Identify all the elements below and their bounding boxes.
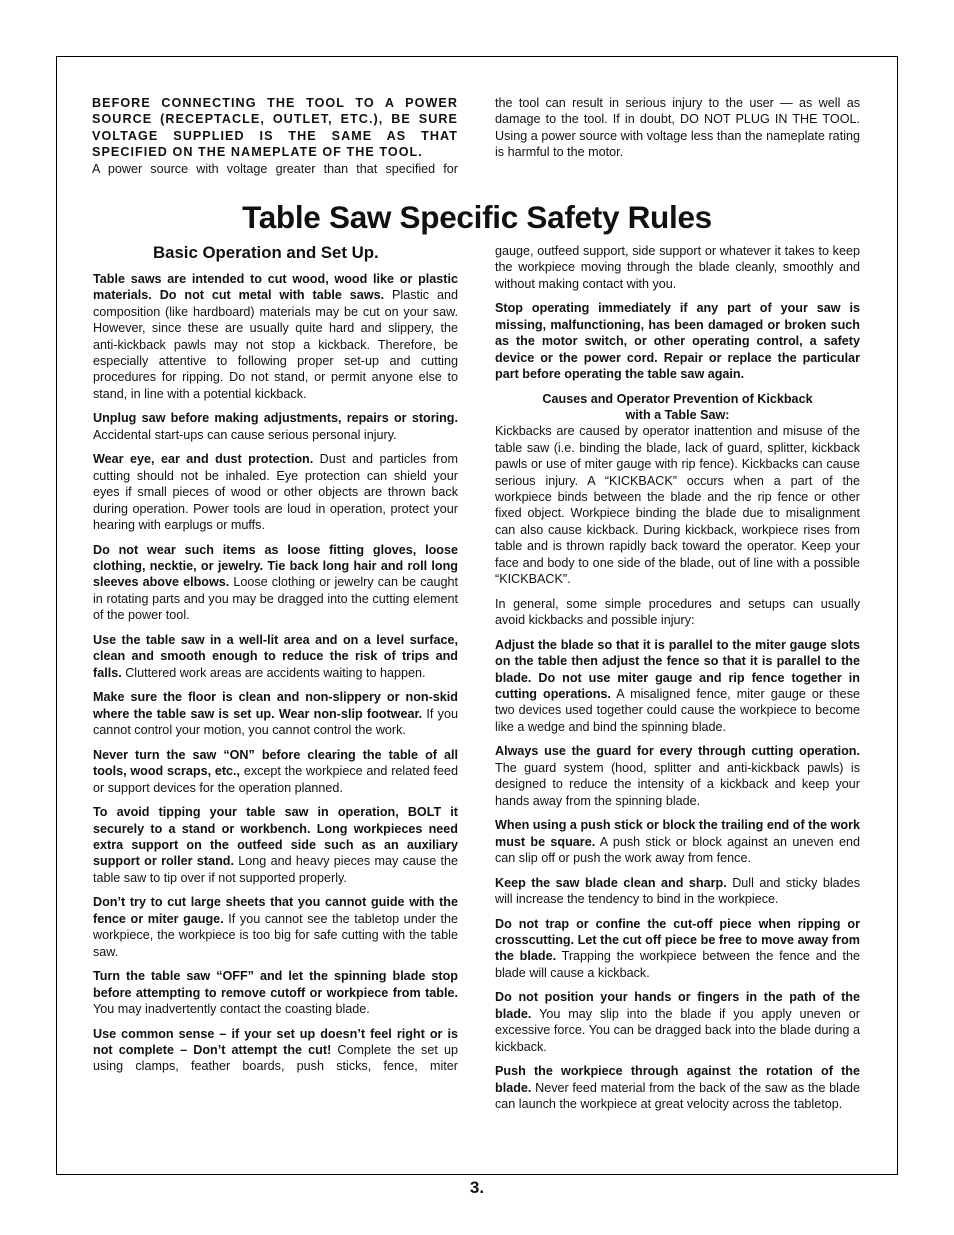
- rule-item: Adjust the blade so that it is parallel to the miter gauge slots on the table then adjust the fence so that it is parallel to the blade. Do not use miter gauge and rip fence together in cutting operations. A misaligned fence, miter gauge or these two devices used together could cause the workpiece to become like a wedge and bind the spinning blade.: [495, 637, 860, 734]
- page-title: Table Saw Specific Safety Rules: [242, 199, 712, 235]
- kickback-paragraph: Kickbacks are caused by operator inattention and misuse of the table saw (i.e. binding the blade, lack of guard, splitter, kickback pawls or use of miter gauge with rip fence). Kickbacks can cause serious injury. A “KICKBACK” occurs when a part of the workpiece binds between the blade and the rip fence or other fixed object. Workpiece binding the blade due to misalignment can also cause kickback. During kickback, workpiece rises from table and is thrown rapidly back toward the operator. Keep your face and body to one side of the blade, out of line with a possible “KICKBACK”.: [495, 424, 860, 587]
- general-paragraph: In general, some simple procedures and setups can usually avoid kickbacks and possible injury:: [495, 596, 860, 628]
- rule-item: Use common sense – if your set up doesn’t feel right or is not complete – Don’t attempt the cut! Complete the set up using clamps, feather boards, push sticks, fence, miter: [93, 1026, 458, 1074]
- rule-item: Turn the table saw “OFF” and let the spinning blade stop before attempting to remove cutoff or workpiece from table. You may inadvertently contact the coasting blade.: [93, 969, 458, 1016]
- rule-continuation: gauge, outfeed support, side support or whatever it takes to keep the workpiece moving through the blade cleanly, smoothly and without making contact with you.: [495, 244, 860, 291]
- kickback-heading: Causes and Operator Prevention of Kickback with a Table Saw:: [542, 391, 813, 423]
- rule-item: Do not trap or confine the cut-off piece when ripping or crosscutting. Let the cut off piece be free to move away from the blade. Trapping the workpiece between the fence and the blade will cause a kickback.: [495, 916, 861, 980]
- rule-item: Always use the guard for every through cutting operation. The guard system (hood, splitter and anti-kickback pawls) is designed to reduce the intensity of a kickback and keep your hands away from the spinning blade.: [495, 744, 860, 808]
- page-number: 3.: [469, 1178, 485, 1197]
- voltage-warning-text-continued: the tool can result in serious injury to the user — as well as damage to the tool. If in doubt, DO NOT PLUG IN THE TOOL. Using a power source with voltage less than the nameplate rating is harmful to the motor.: [495, 96, 860, 160]
- rule-item: Don’t try to cut large sheets that you cannot guide with the fence or miter gauge. If you cannot see the tabletop under the workpiece, the workpiece is too big for safe cutting with the table saw.: [93, 895, 459, 959]
- right-column-rules: [495, 243, 860, 1121]
- rule-item: Keep the saw blade clean and sharp. Dull and sticky blades will increase the tendency to bind in the workpiece.: [495, 875, 860, 906]
- rule-item: Do not wear such items as loose fitting gloves, loose clothing, necktie, or jewelry. Tie back long hair and roll long sleeves above elbows. Loose clothing or jewelry can be caught in rotating parts and you may be dragged into the cutting element of the power tool.: [93, 542, 459, 623]
- rule-item: Do not position your hands or fingers in the path of the blade. You may slip into the blade if you apply uneven or excessive force. You can be dragged back into the blade during a kickback.: [495, 990, 860, 1054]
- rule-item: Make sure the floor is clean and non-slippery or non-skid where the table saw is set up. Wear non-slip footwear. If you cannot control your motion, you cannot control the work.: [93, 690, 458, 738]
- rule-item: Unplug saw before making adjustments, repairs or storing. Accidental start-ups can cause serious personal injury.: [93, 411, 458, 442]
- section-heading: Basic Operation and Set Up.: [153, 243, 379, 262]
- rule-item: When using a push stick or block the trailing end of the work must be square. A push stick or block against an uneven end can slip off or push the work away from fence.: [495, 818, 860, 865]
- power-warning-right: [495, 95, 860, 161]
- voltage-warning-heading: BEFORE CONNECTING THE TOOL TO A POWER SOURCE (RECEPTACLE, OUTLET, ETC.), BE SURE VOLTAGE SUPPLIED IS THE SAME AS THAT SPECIFIED ON THE NAMEPLATE OF THE TOOL.: [92, 96, 458, 160]
- rule-item: Push the workpiece through against the rotation of the blade. Never feed material from the back of the saw as the blade can launch the workpiece at great velocity across the tabletop.: [495, 1064, 860, 1111]
- rule-item: Never turn the saw “ON” before clearing the table of all tools, wood scraps, etc., except the workpiece and related feed or support devices for the operation planned.: [93, 747, 458, 795]
- rule-item: Stop operating immediately if any part of your saw is missing, malfunctioning, has been damaged or broken such as the motor switch, or other operating control, a safety device or the power cord. Repair or replace the particular part before operating the table saw again.: [495, 301, 860, 382]
- rule-item: Use the table saw in a well-lit area and on a level surface, clean and smooth enough to reduce the risk of trips and falls. Cluttered work areas are accidents waiting to happen.: [93, 632, 458, 680]
- voltage-warning-text-start: A power source with voltage greater than that specified for: [92, 161, 458, 176]
- rule-item: To avoid tipping your table saw in operation, BOLT it securely to a stand or workbench. Long workpieces need extra support on the outfeed side such as an auxiliary support or roller stand. Long and heavy pieces may cause the table saw to tip over if not supported properly.: [93, 805, 458, 885]
- rule-item: Wear eye, ear and dust protection. Dust and particles from cutting should not be inhaled. Eye protection can shield your eyes if small pieces of wood or other objects are thrown back during operation. Power tools are loud in operation, protect your hearing with earplugs or muffs.: [93, 452, 458, 533]
- left-column-rules: [93, 271, 458, 1083]
- power-warning-left: [92, 95, 458, 177]
- rule-item: Table saws are intended to cut wood, wood like or plastic materials. Do not cut metal with table saws. Plastic and composition (like hardboard) materials may be cut on your saw. However, since these are usually quite hard and slippery, the anti-kickback pawls may not stop a kickback. Therefore, be especially attentive to following proper set-up and cutting procedures for ripping. Do not stand, or permit anyone else to stand, in line with a potential kickback.: [93, 272, 459, 401]
